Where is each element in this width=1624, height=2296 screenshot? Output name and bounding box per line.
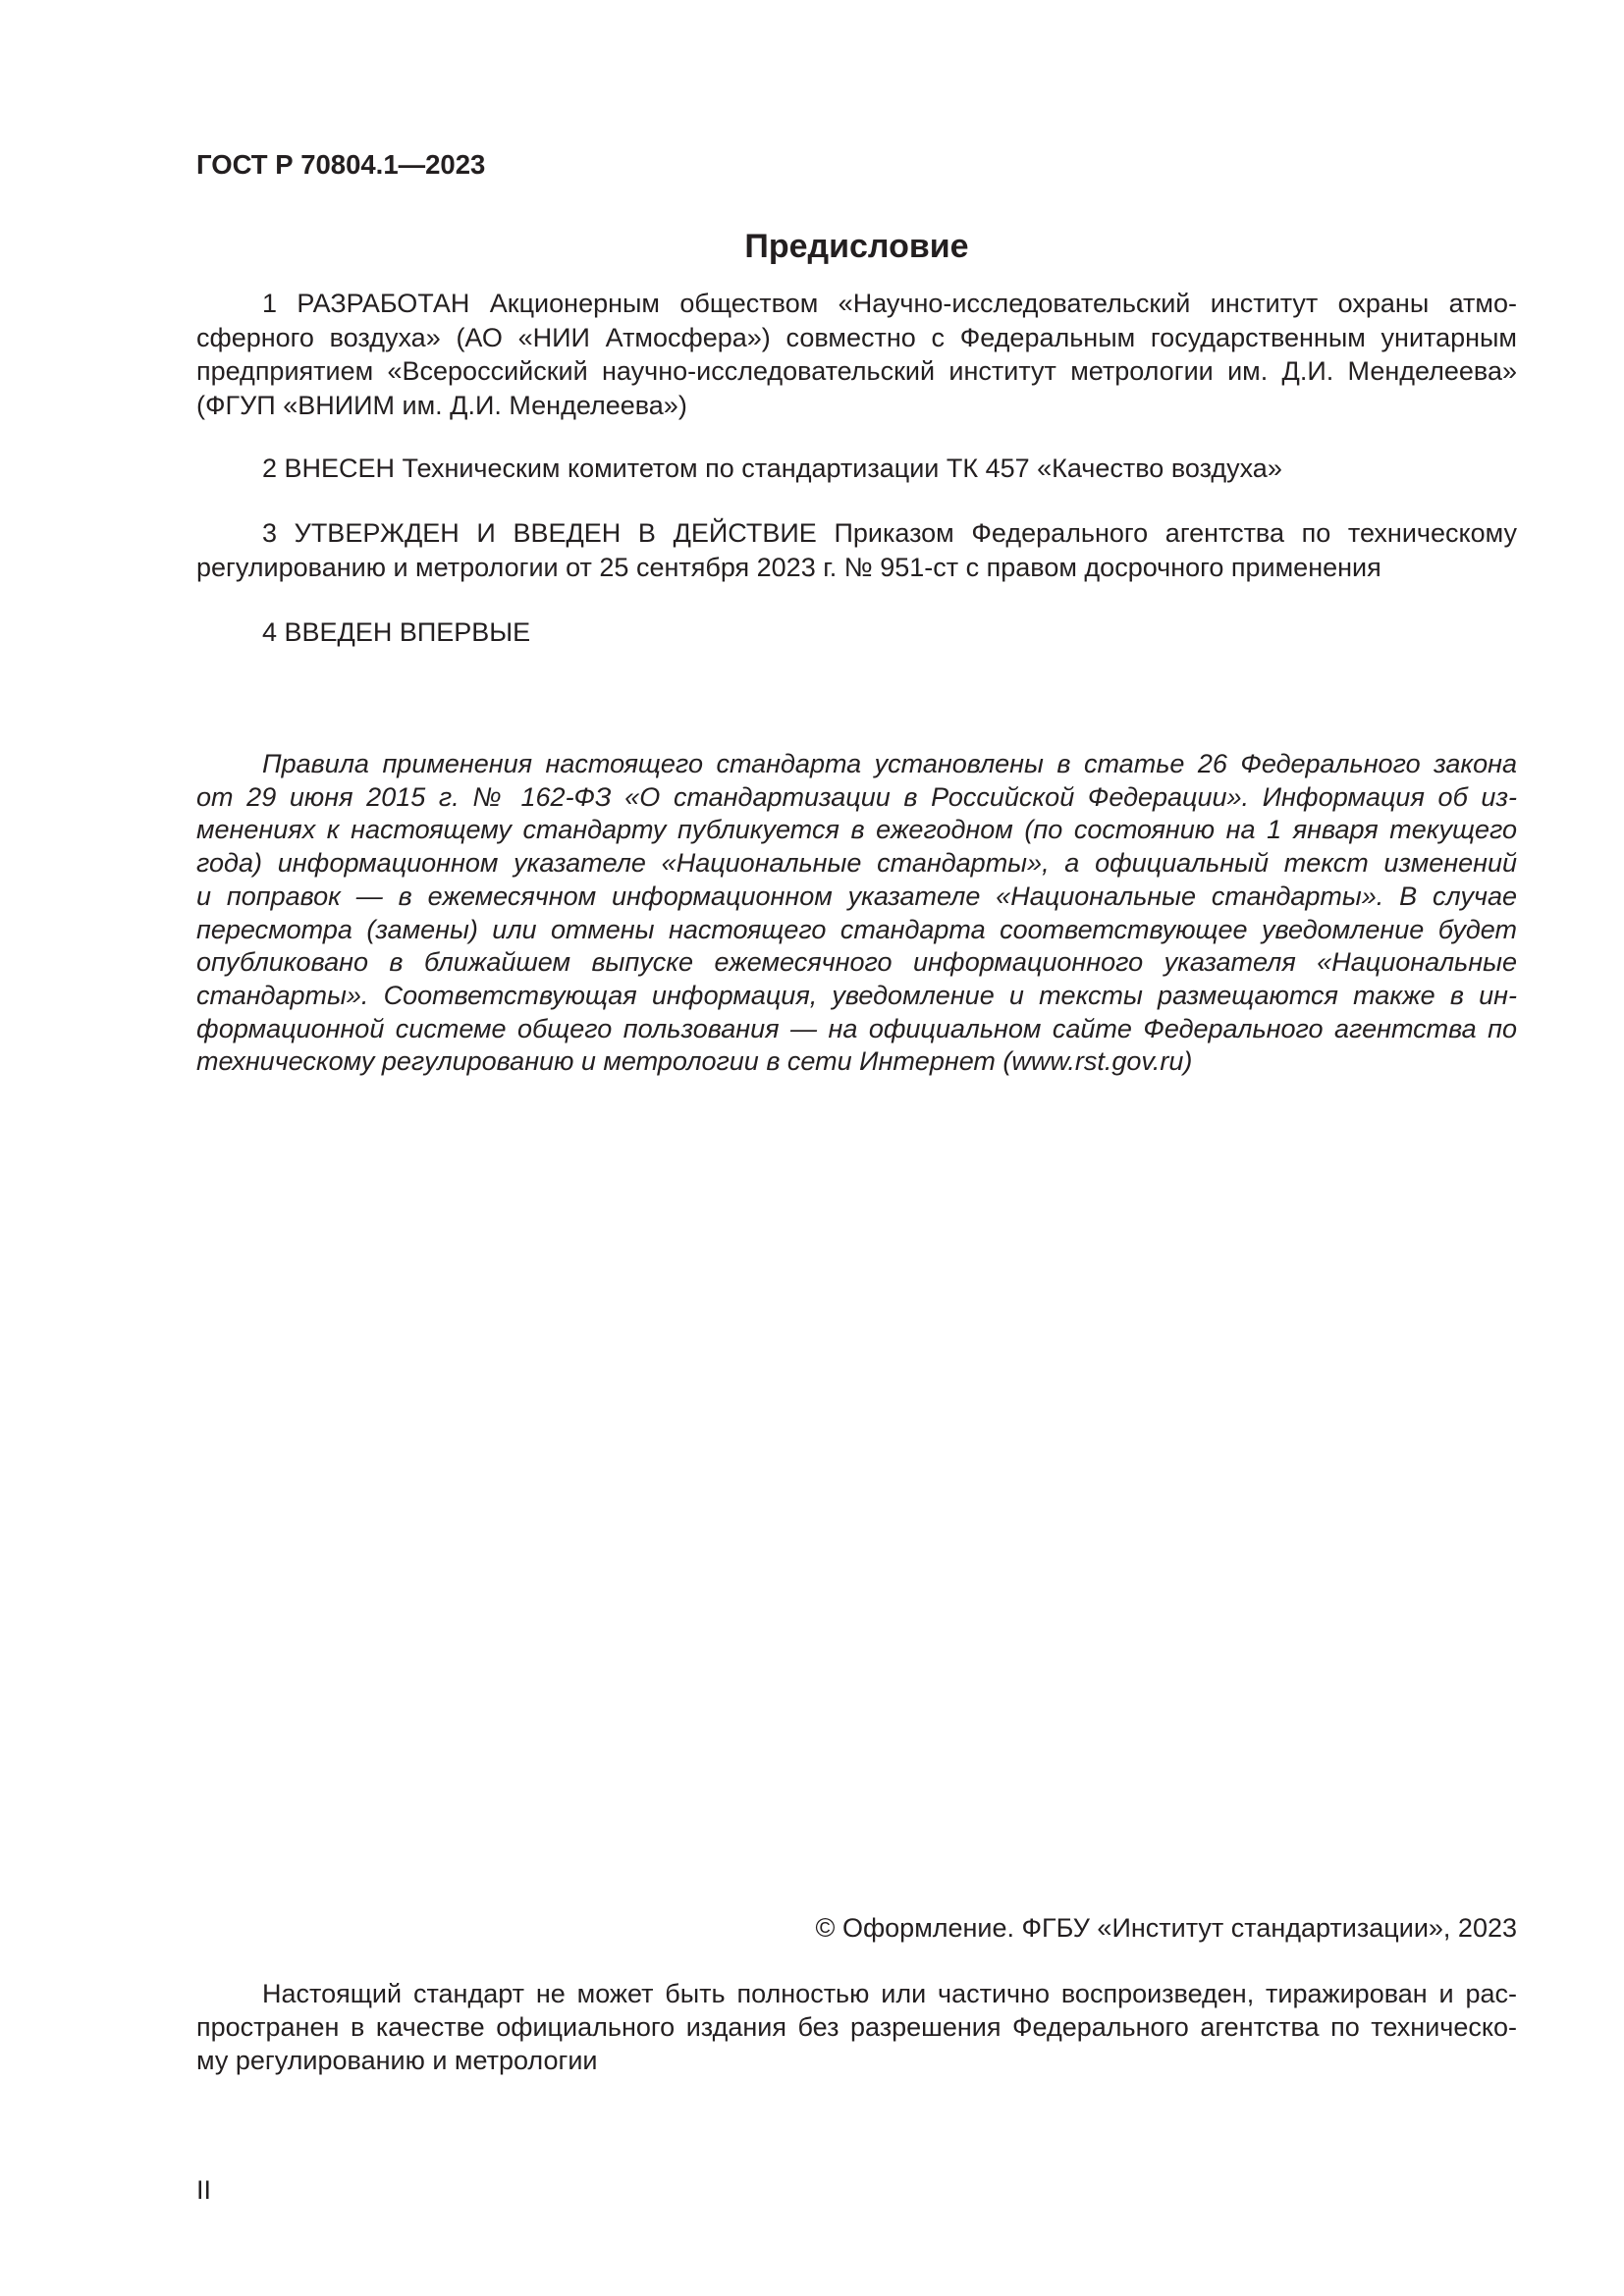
text-line: стандарты». Соответствующая информация, уведомление и тексты размещаются также в ин- [196, 980, 1517, 1010]
application-rules-notice [196, 748, 1517, 1079]
text-line: предприятием «Всероссийский научно-исследовательский институт метрологии им. Д.И. Менделеева» [196, 356, 1517, 386]
text-line: и поправок — в ежемесячном информационном указателе «Национальные стандарты». В случае [196, 881, 1517, 911]
preface-item-submitted [196, 452, 1517, 486]
text-line: 3 УТВЕРЖДЕН И ВВЕДЕН В ДЕЙСТВИЕ Приказом Федерального агентства по техническому [262, 518, 1517, 548]
text-line: опубликовано в ближайшем выпуске ежемесячного информационного указателя «Национальные [196, 947, 1517, 978]
document-code: ГОСТ Р 70804.1—2023 [196, 149, 486, 180]
preface-item-developer [196, 287, 1517, 422]
text-line: пространен в качестве официального издания без разрешения Федерального агентства по техническо- [196, 2011, 1517, 2042]
page-number: II [196, 2175, 212, 2205]
text-line: (ФГУП «ВНИИМ им. Д.И. Менделеева») [196, 390, 687, 420]
text-line: 1 РАЗРАБОТАН Акционерным обществом «Научно-исследовательский институт охраны атмо- [262, 289, 1517, 318]
reproduction-notice [196, 1978, 1517, 2077]
text-line: от 29 июня 2015 г. № 162-ФЗ «О стандартизации в Российской Федерации». Информация об из- [196, 781, 1517, 812]
text-line: Правила применения настоящего стандарта установлены в статье 26 Федерального закона [262, 749, 1517, 778]
copyright-notice: © Оформление. ФГБУ «Институт стандартизации», 2023 [815, 1913, 1517, 1943]
text-line: пересмотра (замены) или отмены настоящего стандарта соответствующее уведомление будет [196, 914, 1517, 944]
text-line: техническому регулированию и метрологии в сети Интернет (www.rst.gov.ru) [196, 1046, 1193, 1077]
text-line: Настоящий стандарт не может быть полностью или частично воспроизведен, тиражирован и рас- [262, 1979, 1517, 2008]
preface-item-first-introduced [196, 615, 1517, 650]
text-line: 4 ВВЕДЕН ВПЕРВЫЕ [262, 617, 531, 647]
text-line: регулированию и метрологии от 25 сентября 2023 г. № 951-ст с правом досрочного применения [196, 552, 1381, 582]
text-line: сферного воздуха» (АО «НИИ Атмосфера») совместно с Федеральным государственным унитарным [196, 322, 1517, 352]
preface-item-approved [196, 516, 1517, 584]
text-line: года) информационном указателе «Национальные стандарты», а официальный текст изменений [196, 848, 1517, 879]
text-line: менениях к настоящему стандарту публикуется в ежегодном (по состоянию на 1 января текущего [196, 815, 1517, 845]
preface-title: Предисловие [744, 228, 969, 265]
text-line: формационной системе общего пользования — на официальном сайте Федерального агентства по [196, 1013, 1517, 1043]
text-line: му регулированию и метрологии [196, 2045, 598, 2075]
text-line: 2 ВНЕСЕН Техническим комитетом по стандартизации ТК 457 «Качество воздуха» [262, 454, 1282, 483]
